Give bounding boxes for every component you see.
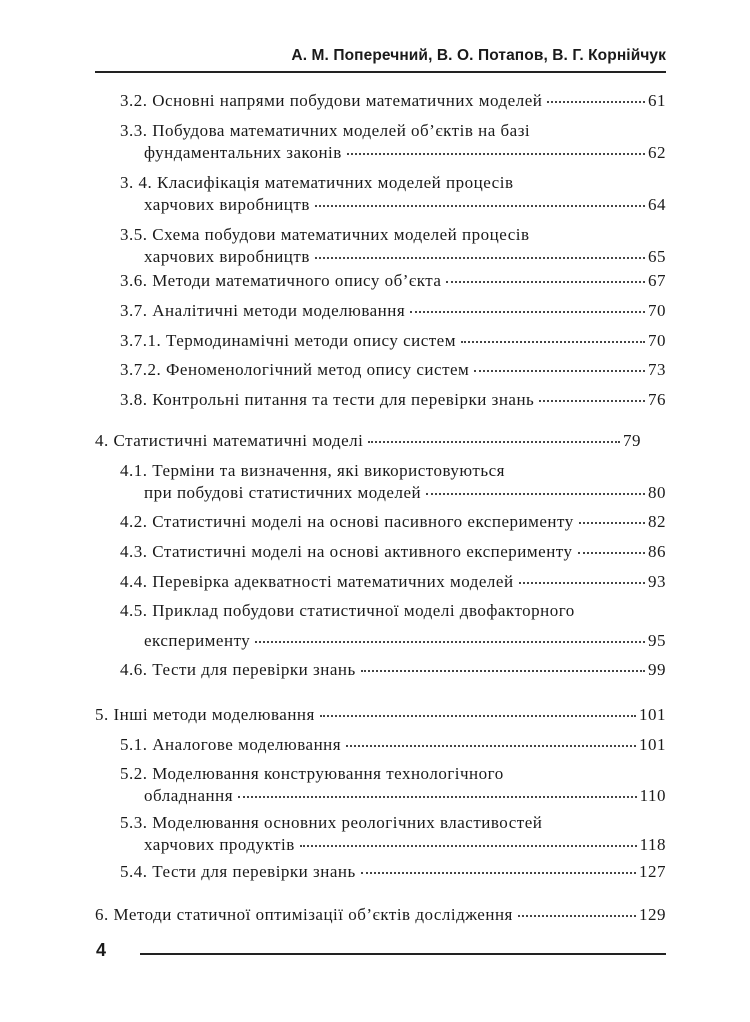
toc-entry-title-line1: 5.3. Моделювання основних реологічних властивостей bbox=[120, 813, 543, 832]
dot-leader bbox=[361, 872, 636, 874]
toc-entry-3-7-2[interactable] bbox=[120, 359, 666, 381]
toc-entry-title-line1: 4.5. Приклад побудови статистичної моделі двофакторного bbox=[120, 601, 575, 620]
toc-entry-3-7[interactable] bbox=[120, 300, 666, 322]
toc-entry-5-2[interactable] bbox=[120, 763, 666, 807]
toc-entry-4-3[interactable] bbox=[120, 541, 666, 563]
toc-entry-3-5[interactable] bbox=[120, 224, 666, 268]
dot-leader bbox=[446, 281, 645, 283]
toc-entry-page: 95 bbox=[648, 631, 666, 650]
toc-entry-page: 129 bbox=[639, 905, 666, 924]
toc-entry-4-4[interactable] bbox=[120, 571, 666, 593]
toc-entry-title: 5.1. Аналогове моделювання bbox=[120, 735, 342, 754]
toc-entry-title: харчових продуктів bbox=[144, 835, 295, 854]
toc-entry-5[interactable] bbox=[95, 704, 666, 726]
toc-entry-title: 3.6. Методи математичного опису об’єкта bbox=[120, 271, 442, 290]
toc-entry-title: обладнання bbox=[144, 786, 234, 805]
toc-entry-5-1[interactable] bbox=[120, 734, 666, 756]
toc-entry-title: 3.7. Аналітичні методи моделювання bbox=[120, 301, 406, 320]
dot-leader bbox=[238, 796, 637, 798]
toc-entry-page: 70 bbox=[648, 331, 666, 350]
toc-entry-title: 4.6. Тести для перевірки знань bbox=[120, 660, 356, 679]
footer-rule bbox=[140, 953, 666, 955]
toc-entry-3-4[interactable] bbox=[120, 172, 666, 216]
toc-entry-page: 110 bbox=[639, 786, 666, 805]
toc-entry-4-1[interactable] bbox=[120, 460, 666, 504]
toc-entry-page: 99 bbox=[648, 660, 666, 679]
toc-entry-5-3[interactable] bbox=[120, 812, 666, 856]
toc-entry-title: 5.4. Тести для перевірки знань bbox=[120, 862, 356, 881]
toc-entry-title: харчових виробництв bbox=[144, 247, 310, 266]
toc-entry-title: 4.3. Статистичні моделі на основі активного експерименту bbox=[120, 542, 573, 561]
toc-entry-title: 4. Статистичні математичні моделі bbox=[95, 431, 364, 450]
toc-entry-page: 80 bbox=[648, 483, 666, 502]
dot-leader bbox=[519, 582, 645, 584]
toc-entry-title-line1: 5.2. Моделювання конструювання технологічного bbox=[120, 764, 504, 783]
toc-entry-3-8[interactable] bbox=[120, 389, 666, 411]
toc-entry-page: 101 bbox=[639, 735, 666, 754]
toc-entry-page: 101 bbox=[639, 705, 666, 724]
toc-entry-page: 118 bbox=[639, 835, 666, 854]
toc-entry-page: 62 bbox=[648, 143, 666, 162]
toc-entry-page: 61 bbox=[648, 91, 666, 110]
toc-entry-page: 67 bbox=[648, 271, 666, 290]
dot-leader bbox=[474, 370, 645, 372]
toc-entry-4-6[interactable] bbox=[120, 659, 666, 681]
running-header: А. М. Поперечний, В. О. Потапов, В. Г. Корнійчук bbox=[291, 47, 666, 64]
toc-entry-title: 4.4. Перевірка адекватності математичних моделей bbox=[120, 572, 514, 591]
dot-leader bbox=[300, 845, 637, 847]
dot-leader bbox=[547, 101, 645, 103]
toc-entry-page: 93 bbox=[648, 572, 666, 591]
dot-leader bbox=[255, 641, 645, 643]
page-number: 4 bbox=[96, 940, 107, 960]
dot-leader bbox=[518, 915, 636, 917]
dot-leader bbox=[361, 670, 645, 672]
toc-entry-4-2[interactable] bbox=[120, 511, 666, 533]
toc-entry-3-6[interactable] bbox=[120, 270, 666, 292]
dot-leader bbox=[347, 153, 645, 155]
toc-entry-title: 3.7.1. Термодинамічні методи опису систем bbox=[120, 331, 456, 350]
toc-entry-page: 86 bbox=[648, 542, 666, 561]
toc-entry-page: 65 bbox=[648, 247, 666, 266]
toc-entry-title-line1: 4.1. Терміни та визначення, які використовуються bbox=[120, 461, 505, 480]
dot-leader bbox=[346, 745, 636, 747]
dot-leader bbox=[410, 311, 645, 313]
dot-leader bbox=[579, 522, 645, 524]
dot-leader bbox=[578, 552, 645, 554]
toc-entry-page: 70 bbox=[648, 301, 666, 320]
toc-entry-title: 3.2. Основні напрями побудови математичних моделей bbox=[120, 91, 543, 110]
toc-entry-title-line1: 3. 4. Класифікація математичних моделей процесів bbox=[120, 173, 514, 192]
toc-entry-title: експерименту bbox=[144, 631, 251, 650]
toc-entry-3-3[interactable] bbox=[120, 120, 666, 164]
toc-entry-6[interactable] bbox=[95, 904, 666, 926]
toc-entry-title: 3.7.2. Феноменологічний метод опису систем bbox=[120, 360, 470, 379]
dot-leader bbox=[426, 493, 645, 495]
toc-entry-page: 79 bbox=[623, 431, 641, 450]
toc-entry-5-4[interactable] bbox=[120, 861, 666, 883]
toc-entry-4-5[interactable] bbox=[120, 600, 666, 652]
toc-entry-title-line1: 3.5. Схема побудови математичних моделей процесів bbox=[120, 225, 530, 244]
toc-entry-title: 6. Методи статичної оптимізації об’єктів дослідження bbox=[95, 905, 513, 924]
toc-entry-page: 76 bbox=[648, 390, 666, 409]
toc-entry-title: при побудові статистичних моделей bbox=[144, 483, 422, 502]
dot-leader bbox=[461, 341, 645, 343]
toc-entry-title: 5. Інші методи моделювання bbox=[95, 705, 315, 724]
dot-leader bbox=[315, 205, 645, 207]
toc-entry-page: 82 bbox=[648, 512, 666, 531]
dot-leader bbox=[368, 441, 620, 443]
toc-entry-title-line1: 3.3. Побудова математичних моделей об’єктів на базі bbox=[120, 121, 531, 140]
toc-entry-3-2[interactable] bbox=[120, 90, 666, 112]
toc-entry-page: 127 bbox=[639, 862, 666, 881]
toc-entry-title: фундаментальних законів bbox=[144, 143, 342, 162]
dot-leader bbox=[315, 257, 645, 259]
toc-entry-title: 4.2. Статистичні моделі на основі пасивного експерименту bbox=[120, 512, 574, 531]
toc-entry-page: 64 bbox=[648, 195, 666, 214]
toc-entry-3-7-1[interactable] bbox=[120, 330, 666, 352]
dot-leader bbox=[539, 400, 645, 402]
dot-leader bbox=[320, 715, 636, 717]
toc-entry-4[interactable] bbox=[95, 430, 641, 452]
toc-entry-title: харчових виробництв bbox=[144, 195, 310, 214]
toc-entry-page: 73 bbox=[648, 360, 666, 379]
toc-entry-title: 3.8. Контрольні питання та тести для перевірки знань bbox=[120, 390, 535, 409]
